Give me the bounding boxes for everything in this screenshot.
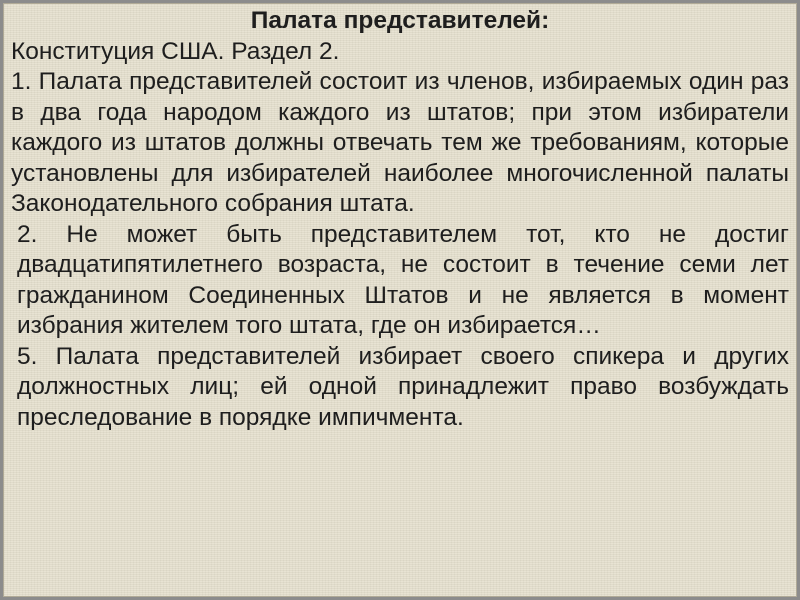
paragraph-clause-5: 5. Палата представителей избирает своего спикера и других должностных лиц; ей одной принадлежит право возбуждать преследование в порядке импичмента. [17,342,789,431]
paragraph-clause-1: 1. Палата представителей состоит из членов, избираемых один раз в два года народом каждого из штатов; при этом избиратели каждого из штатов должны отвечать тем же требованиям, которые установлены для избирателей наиболее многочисленной палаты Законодательного собрания штата. [11,68,789,217]
slide-content [11,6,789,433]
paragraph-clause-2: 2. Не может быть представителем тот, кто не достиг двадцатипятилетнего возраста, не состоит в течение семи лет гражданином Соединенных Штатов и не является в момент избрания жителем того штата, где он избирается… [17,220,789,339]
slide [3,3,797,597]
slide-title: Палата представителей: [250,7,550,34]
slide-subtitle: Конституция США. Раздел 2. [11,37,340,65]
